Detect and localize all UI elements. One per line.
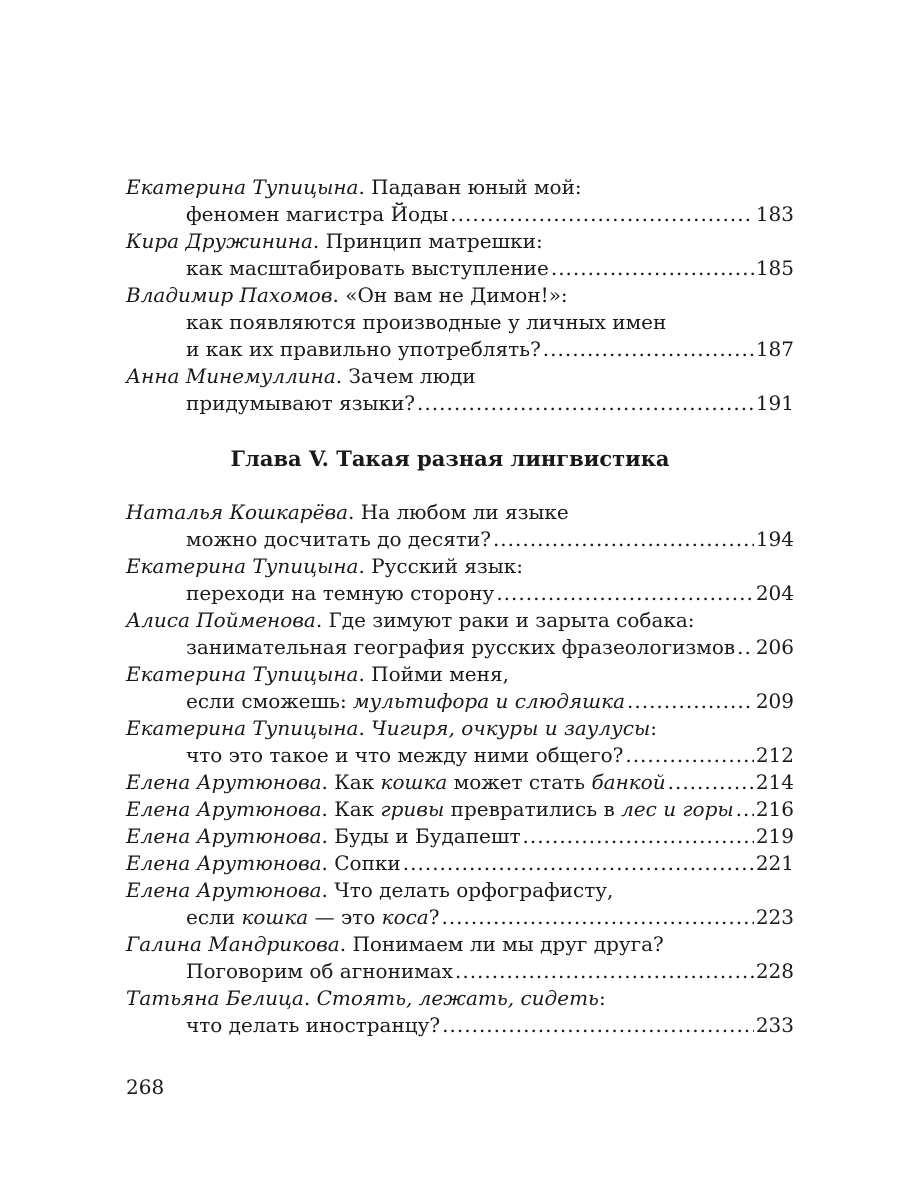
toc-entry: Елена Арутюнова. Сопки ..... 221: [126, 850, 794, 877]
toc-top-block: [126, 174, 794, 417]
toc-page-number: 214: [755, 770, 794, 794]
toc-author: Екатерина Тупицына: [126, 662, 359, 686]
toc-author: Галина Мандрикова: [126, 932, 340, 956]
toc-author: Анна Минемуллина: [126, 364, 336, 388]
toc-title: Принцип матрешки:: [325, 229, 543, 253]
toc-author: Екатерина Тупицына: [126, 175, 359, 199]
toc-author: Екатерина Тупицына: [126, 716, 359, 740]
toc-title: Буды и Будапешт: [334, 824, 521, 848]
toc-title-cont: можно досчитать до десяти?: [186, 527, 491, 551]
toc-title-punct: ?: [428, 905, 440, 929]
toc-author: Елена Арутюнова: [126, 770, 322, 794]
toc-title: Как: [334, 797, 381, 821]
toc-author: Елена Арутюнова: [126, 824, 322, 848]
toc-page-number: 185: [755, 256, 794, 280]
toc-page-number: 187: [755, 337, 794, 361]
toc-title: Понимаем ли мы друг друга?: [352, 932, 664, 956]
toc-author: Екатерина Тупицына: [126, 554, 359, 578]
toc-title-cont: придумывают языки?: [186, 391, 416, 415]
toc-title-cont: как появляются производные у личных имен: [186, 310, 667, 334]
toc-author: Алиса Пойменова: [126, 608, 316, 632]
toc-title: Сопки: [334, 851, 401, 875]
toc-entry: Елена Арутюнова. Буды и Будапешт ..... 219: [126, 823, 794, 850]
toc-title-italic: Чигиря, очкуры и заулусы: [371, 716, 651, 740]
toc-page-number: 233: [755, 1013, 794, 1037]
toc-entry: Владимир Пахомов. «Он вам не Димон!»: как появляются производные у личных имен и как их правильно употреблять? ..... 187: [126, 282, 794, 363]
toc-title: может стать: [447, 770, 592, 794]
toc-title-cont: если: [186, 905, 242, 929]
toc-title-italic: банкой: [591, 770, 666, 794]
toc-title: превратились в: [444, 797, 622, 821]
toc-title-italic: коса: [381, 905, 429, 929]
toc-entry: Екатерина Тупицына. Падаван юный мой: феномен магистра Йоды ..... 183: [126, 174, 794, 228]
toc-title-punct: :: [650, 716, 657, 740]
toc-title-cont: как масштабировать выступление: [186, 256, 549, 280]
toc-author: Наталья Кошкарёва: [126, 500, 349, 524]
toc-page-number: 212: [755, 743, 794, 767]
toc-title-cont: Поговорим об агнонимах: [186, 959, 453, 983]
toc-title-italic: мультифора и слюдяшка: [353, 689, 625, 713]
toc-title-italic: гривы: [380, 797, 445, 821]
toc-title: Где зимуют раки и зарыта собака:: [328, 608, 695, 632]
toc-entry: Кира Дружинина. Принцип матрешки: как масштабировать выступление ..... 185: [126, 228, 794, 282]
toc-author: Владимир Пахомов: [126, 283, 333, 307]
toc-title: Падаван юный мой:: [371, 175, 582, 199]
toc-page-number: 191: [755, 391, 794, 415]
toc-page-number: 216: [755, 797, 794, 821]
toc-entry: Наталья Кошкарёва. На любом ли языке можно досчитать до десяти? ..... 194: [126, 499, 794, 553]
toc-author: Елена Арутюнова: [126, 878, 322, 902]
chapter-heading: Глава V. Такая разная лингвистика: [230, 446, 670, 471]
toc-author: Кира Дружинина: [126, 229, 313, 253]
toc-entry: Анна Минемуллина. Зачем люди придумывают языки? ..... 191: [126, 363, 794, 417]
toc-page-number: 206: [755, 635, 794, 659]
toc-title-cont: феномен магистра Йоды: [186, 202, 449, 226]
toc-page-number: 228: [755, 959, 794, 983]
toc-title: Русский язык:: [371, 554, 523, 578]
toc-entry: Татьяна Белица. Стоять, лежать, сидеть: что делать иностранцу? ..... 233: [126, 985, 794, 1039]
toc-title-cont: — это: [308, 905, 382, 929]
toc-entry: Елена Арутюнова. Что делать орфографисту, если кошка — это коса? ..... 223: [126, 877, 794, 931]
toc-entry: Елена Арутюнова. Как гривы превратились в лес и горы ..... 216: [126, 796, 794, 823]
toc-page-number: 194: [755, 527, 794, 551]
toc-title: На любом ли языке: [360, 500, 569, 524]
toc-entry: Галина Мандрикова. Понимаем ли мы друг друга? Поговорим об агнонимах ..... 228: [126, 931, 794, 985]
toc-entry: Екатерина Тупицына. Чигиря, очкуры и заулусы: что это такое и что между ними общего? ..... 212: [126, 715, 794, 769]
toc-page-number: 223: [755, 905, 794, 929]
toc-title-cont: что делать иностранцу?: [186, 1013, 441, 1037]
toc-title-italic: кошка: [380, 770, 448, 794]
toc-entry: Екатерина Тупицына. Русский язык: переходи на темную сторону ..... 204: [126, 553, 794, 607]
toc-author: Елена Арутюнова: [126, 797, 322, 821]
toc-page-number: 183: [755, 202, 794, 226]
toc-title: Пойми меня,: [371, 662, 509, 686]
toc-page-number: 204: [755, 581, 794, 605]
toc-title: Как: [334, 770, 381, 794]
toc-title-cont: если сможешь:: [186, 689, 354, 713]
toc-entry: Алиса Пойменова. Где зимуют раки и зарыта собака: занимательная география русских фразеологизмов ..... 206: [126, 607, 794, 661]
toc-page-number: 219: [755, 824, 794, 848]
toc-title-cont: занимательная география русских фразеологизмов: [186, 635, 736, 659]
toc-chapter-block: [126, 499, 794, 1039]
toc-entry: Елена Арутюнова. Как кошка может стать банкой ..... 214: [126, 769, 794, 796]
toc-author: Татьяна Белица: [126, 986, 304, 1010]
toc-page-number: 209: [755, 689, 794, 713]
toc-title-cont: и как их правильно употреблять?: [186, 337, 541, 361]
toc-title: «Он вам не Димон!»:: [345, 283, 568, 307]
toc-title-cont: что это такое и что между ними общего?: [186, 743, 624, 767]
toc-entry: Екатерина Тупицына. Пойми меня, если сможешь: мультифора и слюдяшка ..... 209: [126, 661, 794, 715]
toc-title-italic: кошка: [241, 905, 309, 929]
toc-author: Елена Арутюнова: [126, 851, 322, 875]
page-number: 268: [126, 1075, 165, 1099]
toc-title: Что делать орфографисту,: [334, 878, 614, 902]
toc-title-italic: Стоять, лежать, сидеть: [316, 986, 599, 1010]
toc-title: Зачем люди: [348, 364, 476, 388]
toc-title-italic: лес и горы: [621, 797, 734, 821]
toc-title-cont: переходи на темную сторону: [186, 581, 495, 605]
toc-page-number: 221: [755, 851, 794, 875]
toc-title-punct: :: [598, 986, 606, 1010]
